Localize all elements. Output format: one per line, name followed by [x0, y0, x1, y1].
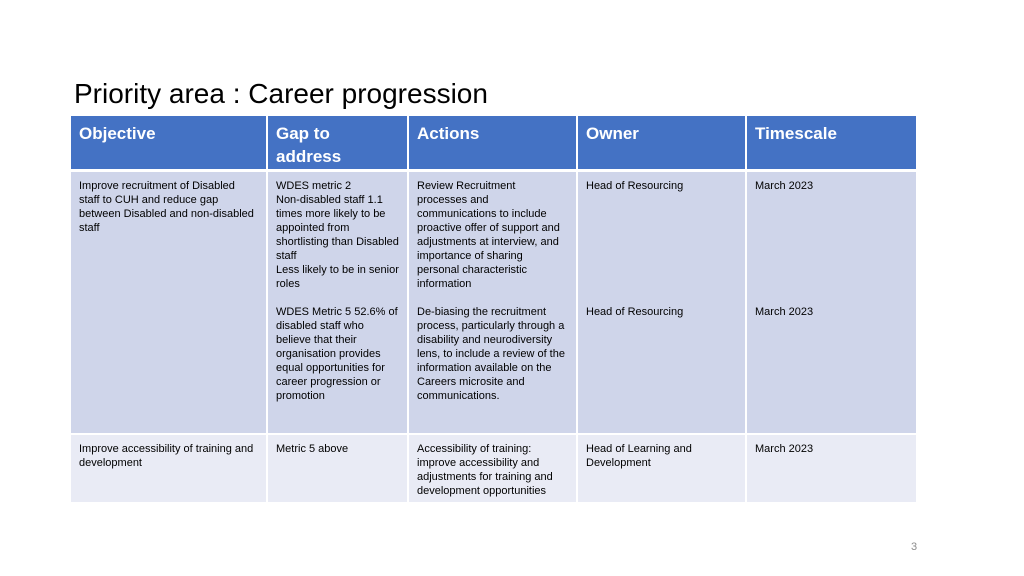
- slide-title: Priority area : Career progression: [74, 78, 488, 109]
- header-gap-to-address: Gap to address: [267, 116, 408, 171]
- priority-table: [71, 116, 916, 504]
- objective-cell: [71, 171, 267, 435]
- timescale-cell: [746, 434, 916, 503]
- timescale-text: March 2023: [755, 443, 814, 455]
- page-number: 3: [911, 541, 918, 553]
- gap-text-2: WDES Metric 5 52.6% of disabled staff who believe that their organisation provides equal opportunities for career progression or promotion: [276, 306, 398, 402]
- timescale-cell: [746, 171, 916, 435]
- owner-text-1: Head of Resourcing: [586, 180, 684, 192]
- objective-cell: [71, 434, 267, 503]
- actions-cell: [408, 434, 577, 503]
- header-owner: Owner: [577, 116, 746, 171]
- owner-cell: [577, 171, 746, 435]
- table-row: [71, 434, 916, 503]
- objective-text: Improve recruitment of Disabled staff to CUH and reduce gap between Disabled and non-disabled staff: [79, 180, 254, 234]
- header-actions: Actions: [408, 116, 577, 171]
- header-objective: Objective: [71, 116, 267, 171]
- actions-cell: [408, 171, 577, 435]
- table-row: [71, 171, 916, 435]
- action-text-2: De-biasing the recruitment process, particularly through a disability and neurodiversity lens, to include a review of the information available on the Careers microsite and communications.: [417, 306, 565, 402]
- owner-text-2: Head of Resourcing: [586, 306, 684, 318]
- owner-text: Head of Learning and Development: [586, 443, 692, 469]
- action-text: Accessibility of training: improve accessibility and adjustments for training and development opportunities: [417, 443, 553, 497]
- timescale-text-2: March 2023: [755, 306, 814, 318]
- gap-cell: [267, 434, 408, 503]
- timescale-text-1: March 2023: [755, 180, 814, 192]
- table-header-row: [71, 116, 916, 171]
- header-timescale: Timescale: [746, 116, 916, 171]
- objective-text: Improve accessibility of training and development: [79, 443, 254, 469]
- owner-cell: [577, 434, 746, 503]
- gap-cell: [267, 171, 408, 435]
- action-text-1: Review Recruitment processes and communications to include proactive offer of support and adjustments at interview, and importance of sharing personal characteristic information: [417, 180, 560, 290]
- gap-text-1: WDES metric 2 Non-disabled staff 1.1 times more likely to be appointed from shortlisting than Disabled staff Less likely to be in senior roles: [276, 180, 399, 290]
- gap-text: Metric 5 above: [276, 443, 349, 455]
